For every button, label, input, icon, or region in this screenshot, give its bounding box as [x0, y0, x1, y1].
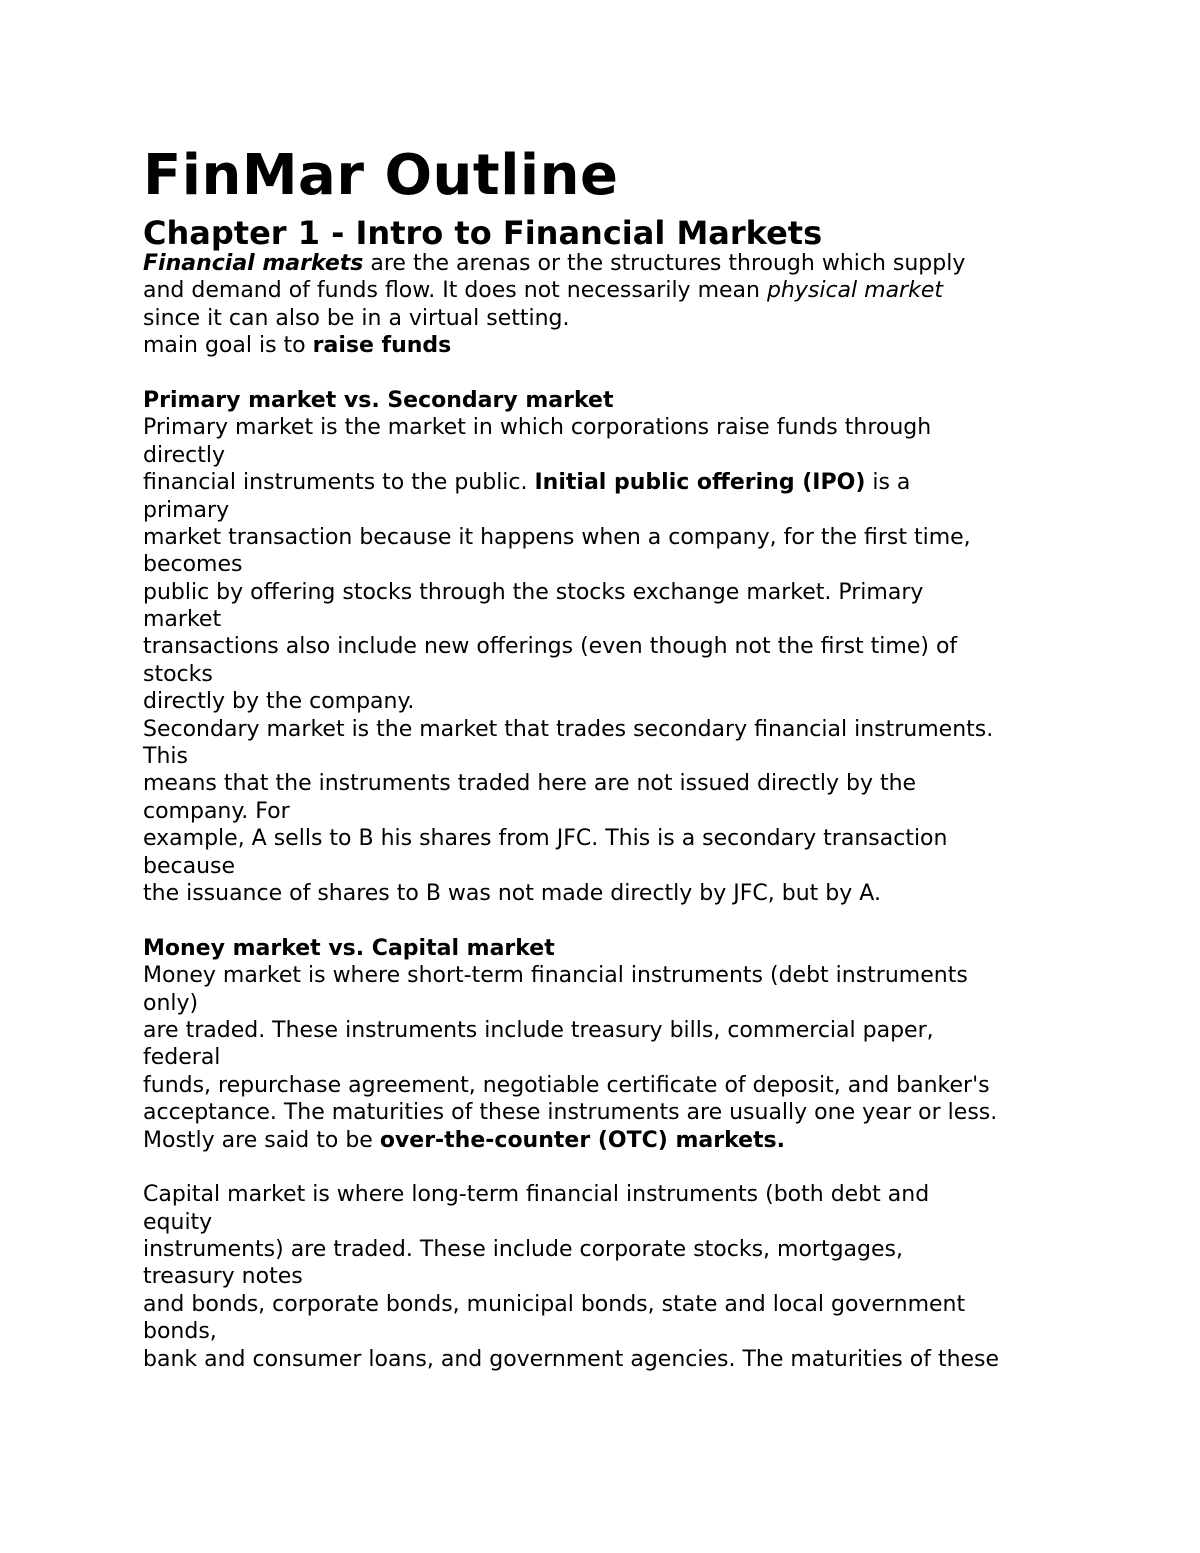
paragraph-line: example, A sells to B his shares from JFC. This is a secondary transaction: [143, 826, 948, 852]
paragraph-line: Secondary market is the market that trades secondary financial instruments.: [143, 716, 994, 742]
paragraph-line: federal: [143, 1045, 221, 1071]
paragraph-line: acceptance. The maturities of these instruments are usually one year or less.: [143, 1100, 998, 1126]
paragraph-line: public by offering stocks through the stocks exchange market. Primary: [143, 579, 924, 605]
document-page: [143, 138, 1103, 1373]
intro-section: [143, 250, 1103, 360]
paragraph-line: and bonds, corporate bonds, municipal bonds, state and local government: [143, 1291, 966, 1317]
paragraph-line: stocks: [143, 661, 213, 687]
paragraph-line: main goal is to raise funds: [143, 333, 452, 359]
paragraph-line: bonds,: [143, 1319, 217, 1345]
paragraph-line: since it can also be in a virtual setting.: [143, 305, 570, 331]
paragraph-line: financial instruments to the public. Initial public offering (IPO) is a: [143, 470, 911, 496]
emphasis-physical-market: physical market: [766, 278, 943, 304]
paragraph-line: the issuance of shares to B was not made directly by JFC, but by A.: [143, 880, 881, 906]
section-heading: Primary market vs. Secondary market: [143, 387, 614, 413]
paragraph-line: means that the instruments traded here are not issued directly by the: [143, 771, 917, 797]
section-heading: Money market vs. Capital market: [143, 935, 555, 961]
paragraph-line: and demand of funds flow. It does not necessarily mean physical market: [143, 278, 943, 304]
money-capital-section: [143, 935, 1103, 1373]
term-financial-markets: Financial markets: [143, 251, 364, 276]
bold-raise-funds: raise funds: [312, 333, 452, 359]
paragraph-line: because: [143, 853, 236, 879]
paragraph-line: Financial markets are the arenas or the structures through which supply: [143, 251, 966, 276]
blank-line: [143, 360, 1103, 387]
paragraph-line: Primary market is the market in which corporations raise funds through: [143, 415, 932, 441]
paragraph-line: Capital market is where long-term financial instruments (both debt and: [143, 1182, 930, 1208]
paragraph-line: transactions also include new offerings (even though not the first time) of: [143, 634, 958, 660]
paragraph-line: instruments) are traded. These include corporate stocks, mortgages,: [143, 1237, 903, 1263]
paragraph-line: market: [143, 607, 222, 633]
paragraph-line: This: [143, 744, 188, 770]
paragraph-line: Mostly are said to be over-the-counter (OTC) markets.: [143, 1127, 785, 1153]
paragraph-line: company. For: [143, 798, 290, 824]
bold-otc-markets: over-the-counter (OTC) markets.: [379, 1127, 785, 1153]
blank-line: [143, 907, 1103, 934]
paragraph-line: Money market is where short-term financial instruments (debt instruments: [143, 963, 968, 989]
chapter-heading: Chapter 1 - Intro to Financial Markets: [143, 214, 823, 252]
paragraph-line: funds, repurchase agreement, negotiable certificate of deposit, and banker's: [143, 1072, 990, 1098]
paragraph-line: equity: [143, 1209, 213, 1235]
paragraph-line: treasury notes: [143, 1264, 303, 1290]
paragraph-line: becomes: [143, 552, 243, 578]
paragraph-line: market transaction because it happens when a company, for the first time,: [143, 524, 971, 550]
paragraph-line: only): [143, 990, 199, 1016]
paragraph-line: bank and consumer loans, and government agencies. The maturities of these: [143, 1346, 1000, 1372]
paragraph-line: primary: [143, 497, 230, 523]
paragraph-line: directly: [143, 442, 226, 468]
document-title: FinMar Outline: [143, 143, 619, 208]
primary-secondary-section: [143, 387, 1103, 907]
paragraph-line: are traded. These instruments include treasury bills, commercial paper,: [143, 1017, 934, 1043]
blank-line: [143, 1154, 1103, 1181]
bold-ipo: Initial public offering (IPO): [534, 470, 866, 496]
paragraph-line: directly by the company.: [143, 689, 415, 715]
